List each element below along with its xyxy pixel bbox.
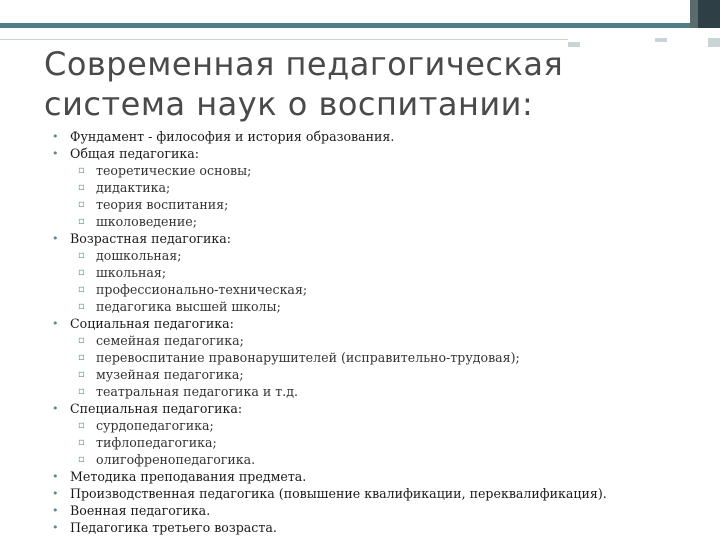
bullet-icon: • [52,402,59,415]
sub-list-item [50,179,710,196]
list-item-text: музейная педагогика; [96,367,244,382]
list-item [50,502,710,519]
sub-list-item [50,264,710,281]
bullet-icon: • [52,487,59,500]
list-item-text: дидактика; [96,180,171,195]
list-item-text: теоретические основы; [96,163,252,178]
title-line-2: система наук о воспитании: [44,85,534,123]
list-item-text: теория воспитания; [96,197,229,212]
sub-list-item [50,196,710,213]
accent-corner [698,0,720,28]
sub-list-item [50,434,710,451]
list-item [50,400,710,417]
sub-list-item [50,451,710,468]
list-item-text: перевоспитание правонарушителей (исправительно-трудовая); [96,350,520,365]
bullet-icon: • [52,232,59,245]
sub-bullet-icon: ▫ [78,437,85,448]
accent-bar [0,23,698,28]
sub-bullet-icon: ▫ [78,267,85,278]
list-item-text: школьная; [96,265,167,280]
sub-list-item [50,417,710,434]
sub-bullet-icon: ▫ [78,420,85,431]
sub-bullet-icon: ▫ [78,369,85,380]
sub-list-item [50,349,710,366]
sub-bullet-icon: ▫ [78,386,85,397]
list-item [50,485,710,502]
sub-list-item [50,162,710,179]
list-item-text: Производственная педагогика (повышение квалификации, переквалификация). [70,486,607,501]
list-item-text: Социальная педагогика: [70,316,234,331]
sub-bullet-icon: ▫ [78,284,85,295]
rule-segment [655,38,667,42]
bullet-icon: • [52,147,59,160]
sub-list-item [50,383,710,400]
list-item-text: Фундамент - философия и история образования. [70,129,395,144]
list-item-text: школоведение; [96,214,197,229]
bullet-icon: • [52,504,59,517]
list-item [50,315,710,332]
sub-bullet-icon: ▫ [78,335,85,346]
list-item-text: театральная педагогика и т.д. [96,384,298,399]
rule-segment [708,38,720,47]
sub-list-item [50,247,710,264]
list-item-text: олигофренопедагогика. [96,452,256,467]
sub-bullet-icon: ▫ [78,182,85,193]
sub-bullet-icon: ▫ [78,301,85,312]
sub-bullet-icon: ▫ [78,165,85,176]
sub-bullet-icon: ▫ [78,216,85,227]
list-item [50,145,710,162]
bullet-icon: • [52,470,59,483]
sub-list-item [50,298,710,315]
sub-list-item [50,213,710,230]
list-item [50,128,710,145]
list-item-text: Педагогика третьего возраста. [70,520,277,535]
sub-bullet-icon: ▫ [78,250,85,261]
list-item-text: тифлопедагогика; [96,435,217,450]
list-item [50,230,710,247]
sub-list-item [50,366,710,383]
bullet-list [50,128,710,536]
list-item-text: сурдопедагогика; [96,418,214,433]
list-item-text: Военная педагогика. [70,503,211,518]
list-item-text: Возрастная педагогика: [70,231,232,246]
list-item [50,468,710,485]
list-item [50,519,710,536]
sub-bullet-icon: ▫ [78,199,85,210]
list-item-text: Методика преподавания предмета. [70,469,307,484]
sub-bullet-icon: ▫ [78,454,85,465]
title-rule [0,39,568,40]
bullet-icon: • [52,521,59,534]
accent-strip [690,0,698,28]
slide-title [44,44,664,124]
list-item-text: Общая педагогика: [70,146,199,161]
sub-list-item [50,332,710,349]
bullet-icon: • [52,317,59,330]
list-item-text: педагогика высшей школы; [96,299,281,314]
list-item-text: семейная педагогика; [96,333,244,348]
list-item-text: дошкольная; [96,248,182,263]
sub-bullet-icon: ▫ [78,352,85,363]
title-line-1: Современная педагогическая [44,45,564,83]
bullet-icon: • [52,130,59,143]
list-item-text: Специальная педагогика: [70,401,243,416]
sub-list-item [50,281,710,298]
list-item-text: профессионально-техническая; [96,282,308,297]
